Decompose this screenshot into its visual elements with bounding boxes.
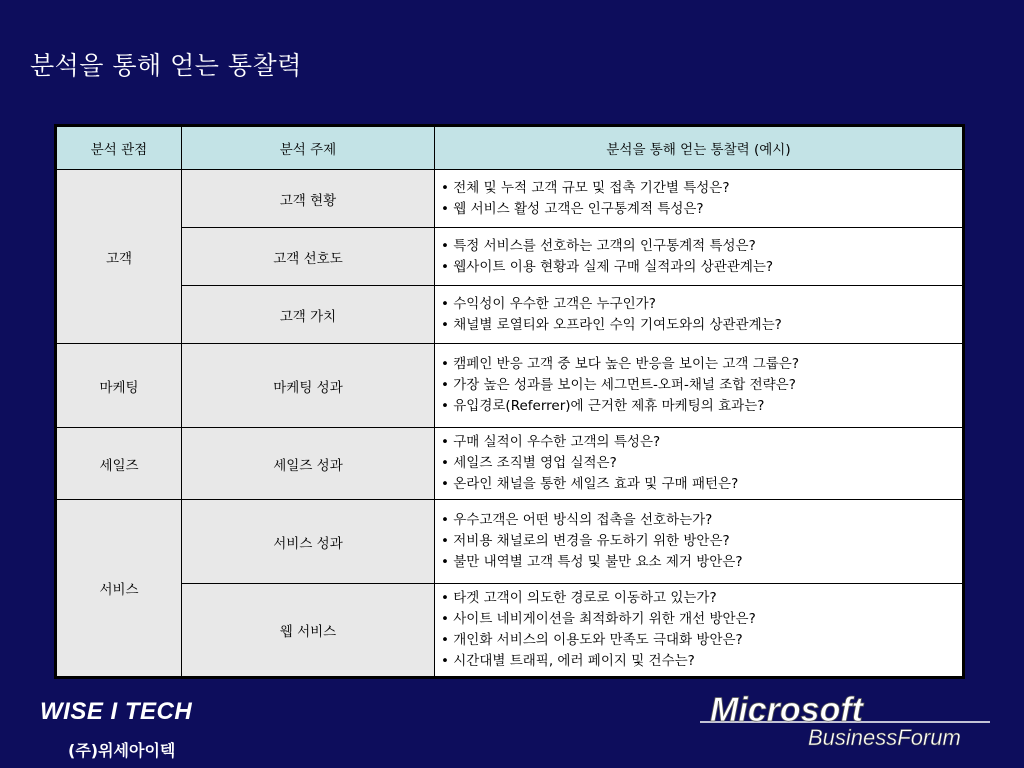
insight-list [441, 432, 956, 495]
wiseitech-logo [40, 698, 192, 726]
microsoft-businessforum-logo [700, 688, 1000, 754]
topic-cell: 세일즈 성과 [182, 428, 435, 500]
table-row [57, 500, 963, 584]
wiseitech-logo-text: WISE I TECH [40, 698, 193, 725]
insight-cell [435, 344, 963, 428]
header-cell: 분석을 통해 얻는 통찰력 (예시) [435, 127, 963, 170]
insight-item: • 세일즈 조직별 영업 실적은? [441, 453, 956, 474]
topic-cell: 고객 선호도 [182, 228, 435, 286]
insight-list [441, 354, 956, 417]
slide-title: 분석을 통해 얻는 통찰력 [30, 51, 302, 80]
table-row [57, 228, 963, 286]
table-body [57, 170, 963, 677]
insight-item: • 가장 높은 성과를 보이는 세그먼트-오퍼-채널 조합 전략은? [441, 375, 956, 396]
header-cell: 분석 주제 [182, 127, 435, 170]
wiseitech-logo-subtitle: (주)위세아이텍 [68, 741, 176, 760]
insight-list [441, 178, 956, 220]
insight-item: • 캠페인 반응 고객 중 보다 높은 반응을 보이는 고객 그룹은? [441, 354, 956, 375]
insight-cell [435, 228, 963, 286]
topic-cell: 마케팅 성과 [182, 344, 435, 428]
category-cell: 마케팅 [57, 344, 182, 428]
microsoft-logo-text: Microsoft [710, 691, 863, 729]
insight-list [441, 236, 956, 278]
insight-item: • 우수고객은 어떤 방식의 접촉을 선호하는가? [441, 510, 956, 531]
insight-cell [435, 286, 963, 344]
insight-list [441, 510, 956, 573]
topic-cell: 고객 가치 [182, 286, 435, 344]
table-row [57, 584, 963, 677]
table-row [57, 286, 963, 344]
insight-cell [435, 428, 963, 500]
insight-item: • 시간대별 트래픽, 에러 페이지 및 건수는? [441, 651, 956, 672]
header-cell: 분석 관점 [57, 127, 182, 170]
insight-list [441, 588, 956, 672]
category-cell: 세일즈 [57, 428, 182, 500]
insight-item: • 사이트 네비게이션을 최적화하기 위한 개선 방안은? [441, 609, 956, 630]
insight-item: • 구매 실적이 우수한 고객의 특성은? [441, 432, 956, 453]
table-row [57, 344, 963, 428]
category-cell: 고객 [57, 170, 182, 344]
insight-item: • 전체 및 누적 고객 규모 및 접촉 기간별 특성은? [441, 178, 956, 199]
topic-cell: 웹 서비스 [182, 584, 435, 677]
table-row [57, 170, 963, 228]
insight-item: • 온라인 채널을 통한 세일즈 효과 및 구매 패턴은? [441, 474, 956, 495]
insight-cell [435, 170, 963, 228]
insight-item: • 웹 서비스 활성 고객은 인구통계적 특성은? [441, 199, 956, 220]
insight-item: • 불만 내역별 고객 특성 및 불만 요소 제거 방안은? [441, 552, 956, 573]
insight-cell [435, 500, 963, 584]
topic-cell: 서비스 성과 [182, 500, 435, 584]
insight-item: • 특정 서비스를 선호하는 고객의 인구통계적 특성은? [441, 236, 956, 257]
table-row [57, 428, 963, 500]
insight-item: • 저비용 채널로의 변경을 유도하기 위한 방안은? [441, 531, 956, 552]
insight-item: • 채널별 로열티와 오프라인 수익 기여도와의 상관관계는? [441, 315, 956, 336]
insight-item: • 유입경로(Referrer)에 근거한 제휴 마케팅의 효과는? [441, 396, 956, 417]
insight-item: • 수익성이 우수한 고객은 누구인가? [441, 294, 956, 315]
header-row [57, 127, 963, 170]
businessforum-logo-text: BusinessForum [808, 725, 961, 750]
insight-cell [435, 584, 963, 677]
insight-item: • 웹사이트 이용 현황과 실제 구매 실적과의 상관관계는? [441, 257, 956, 278]
topic-cell: 고객 현황 [182, 170, 435, 228]
category-cell: 서비스 [57, 500, 182, 677]
insight-item: • 타겟 고객이 의도한 경로로 이동하고 있는가? [441, 588, 956, 609]
insight-list [441, 294, 956, 336]
insight-item: • 개인화 서비스의 이용도와 만족도 극대화 방안은? [441, 630, 956, 651]
insight-table [54, 124, 965, 679]
